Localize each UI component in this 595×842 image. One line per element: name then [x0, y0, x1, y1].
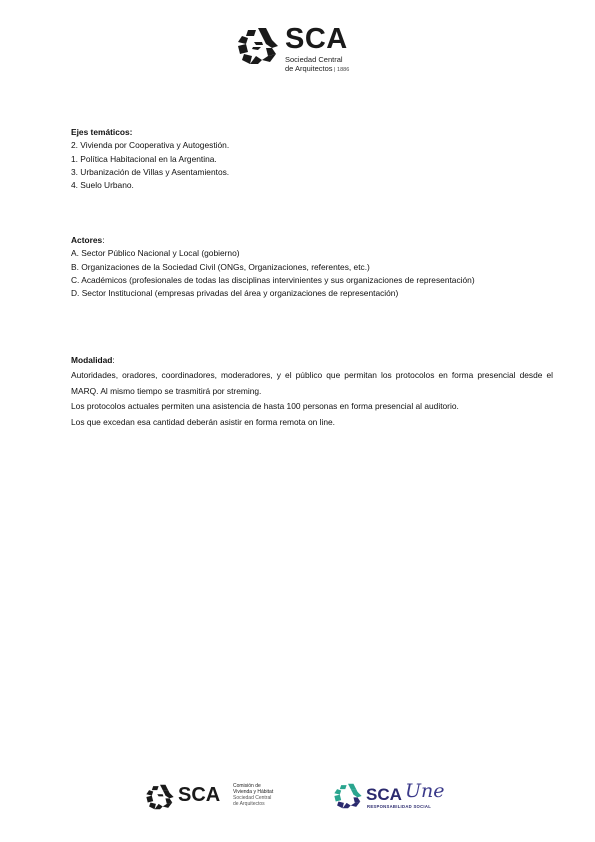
- footer-caption-line: Comisión de: [233, 783, 261, 789]
- list-item: D. Sector Institucional (empresas privadas del área y organizaciones de representación): [71, 288, 399, 299]
- modalidad-title-text: Modalidad: [71, 355, 113, 365]
- sca-emblem-icon: [145, 782, 175, 812]
- modalidad-title-colon: :: [112, 355, 115, 365]
- ejes-title: Ejes temáticos:: [71, 127, 133, 137]
- list-item: C. Académicos (profesionales de todas las disciplinas intervinientes y sus organizaciones de representación): [71, 274, 475, 285]
- modalidad-paragraph-block: [71, 367, 553, 399]
- header-year: 1886: [337, 67, 350, 73]
- list-item: A. Sector Público Nacional y Local (gobierno): [71, 248, 240, 259]
- footer-right-brand: SCA: [366, 785, 402, 804]
- header-subtitle-line2: [285, 64, 349, 75]
- actores-list: [71, 247, 553, 300]
- actores-title: [71, 234, 553, 247]
- header-brand: SCA: [285, 23, 348, 55]
- modalidad-paragraph-3: Los que excedan esa cantidad deberán asistir en forma remota on line.: [71, 416, 335, 427]
- sca-header-logo: [236, 22, 366, 78]
- footer-left-caption: [233, 783, 273, 807]
- footer-right-script: Une: [405, 780, 445, 802]
- list-item: 1. Política Habitacional en la Argentina.: [71, 153, 217, 164]
- modalidad-paragraph-1: Autoridades, oradores, coordinadores, moderadores, y el público que permitan los protocolos en forma presencial desde el MARQ. Al mismo tiempo se trasmitirá por streming.: [71, 370, 553, 396]
- modalidad-paragraph-2: Los protocolos actuales permiten una asistencia de hasta 100 personas en forma presencial al auditorio.: [71, 401, 459, 411]
- footer-caption-line: Sociedad Central: [233, 795, 272, 801]
- sca-une-emblem-icon: [333, 781, 363, 811]
- footer-sca-logo: [145, 782, 295, 814]
- actores-title-text: Actores: [71, 235, 103, 245]
- list-item: 3. Urbanización de Villas y Asentamientos.: [71, 166, 230, 177]
- footer-left-brand: SCA: [178, 784, 221, 806]
- header-year-separator: |: [332, 67, 338, 73]
- ejes-list: [71, 139, 553, 192]
- footer-caption-line: Vivienda y Hábitat: [233, 789, 274, 795]
- ejes-tematicos-section: [71, 126, 553, 192]
- footer-caption-line: de Arquitectos: [233, 801, 265, 807]
- list-item: 4. Suelo Urbano.: [71, 180, 134, 191]
- header-subtitle-line1: Sociedad Central: [285, 55, 343, 64]
- modalidad-title: [71, 354, 553, 367]
- list-item: 2. Vivienda por Cooperativa y Autogestión.: [71, 140, 230, 151]
- sca-emblem-icon: [236, 26, 280, 66]
- actores-section: [71, 234, 553, 300]
- list-item: B. Organizaciones de la Sociedad Civil (ONGs, Organizaciones, referentes, etc.): [71, 261, 370, 272]
- modalidad-plain-block: [71, 399, 553, 430]
- actores-title-colon: :: [102, 235, 105, 245]
- footer-sca-une-logo: [333, 780, 453, 812]
- header-subtitle-text: de Arquitectos: [285, 64, 333, 73]
- modalidad-section: [71, 354, 553, 430]
- footer-right-tagline: RESPONSABILIDAD SOCIAL: [367, 804, 432, 809]
